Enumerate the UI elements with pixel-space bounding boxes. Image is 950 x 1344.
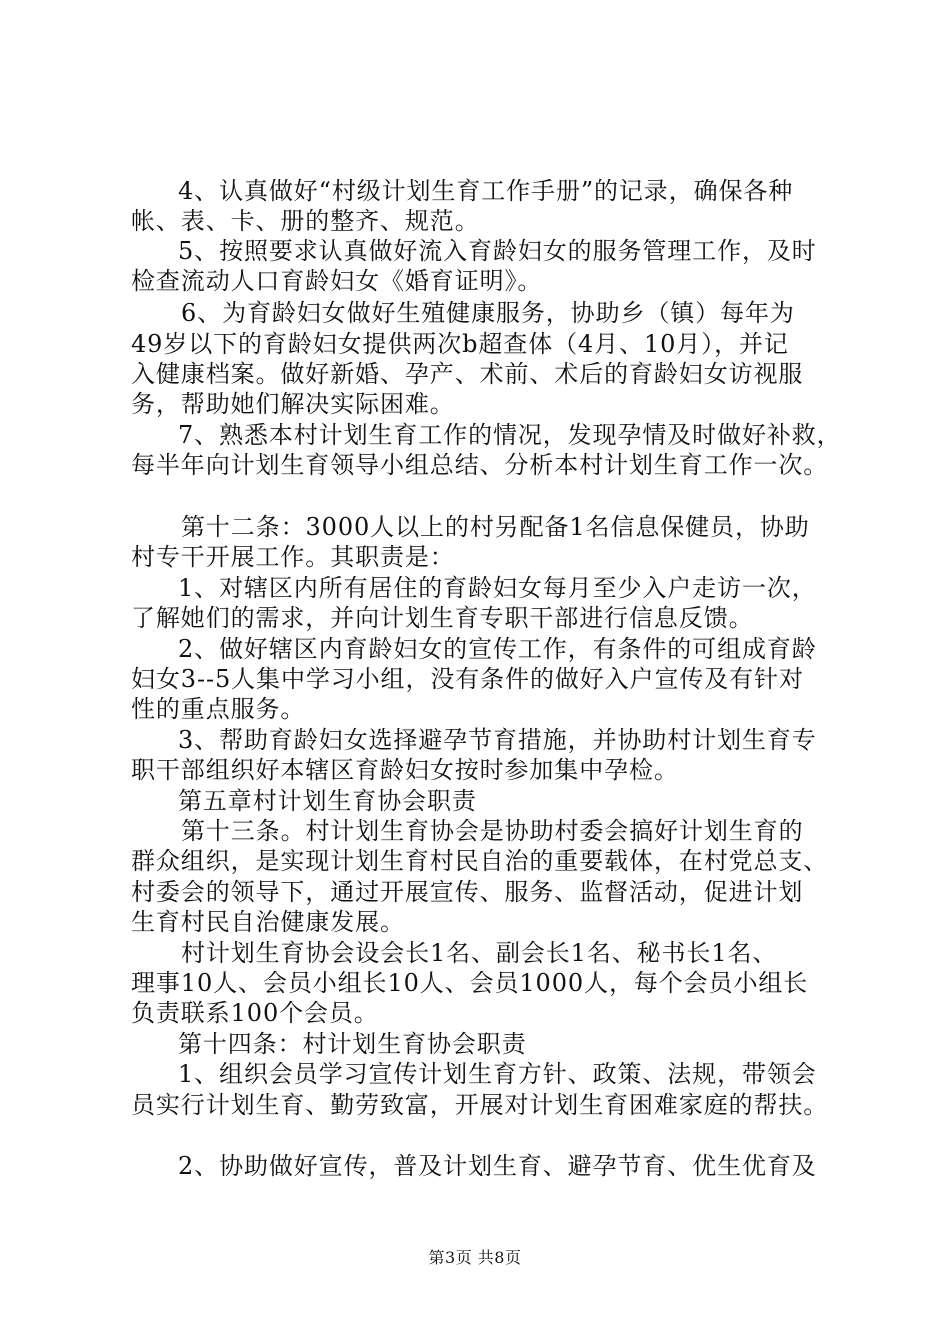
chapter-heading: 第五章村计划生育协会职责 <box>178 787 477 815</box>
text-line: 负责联系100个会员。 <box>131 999 379 1027</box>
text-line: 理事10人、会员小组长10人、会员1000人，每个会员小组长 <box>131 969 809 997</box>
text-line: 妇女3--5人集中学习小组，没有条件的做好入户宣传及有针对 <box>131 665 804 693</box>
text-line: 4、认真做好“村级计划生育工作手册”的记录，确保各种 <box>178 177 794 205</box>
page-number: 第3页 共8页 <box>428 1248 522 1267</box>
text-line: 员实行计划生育、勤劳致富，开展对计划生育困难家庭的帮扶。 <box>131 1091 829 1119</box>
text-line: 第十三条。村计划生育协会是协助村委会搞好计划生育的 <box>181 817 804 845</box>
text-line: 职干部组织好本辖区育龄妇女按时参加集中孕检。 <box>131 756 679 784</box>
text-line: 检查流动人口育龄妇女《婚育证明》。 <box>131 267 543 295</box>
text-line: 7、熟悉本村计划生育工作的情况，发现孕情及时做好补救， <box>178 421 842 449</box>
text-line: 1、对辖区内所有居住的育龄妇女每月至少入户走访一次， <box>178 574 817 602</box>
text-line: 2、做好辖区内育龄妇女的宣传工作，有条件的可组成育龄 <box>178 635 817 663</box>
text-line: 帐、表、卡、册的整齐、规范。 <box>131 207 480 235</box>
text-line: 务，帮助她们解决实际困难。 <box>131 390 455 418</box>
article-heading: 第十四条：村计划生育协会职责 <box>178 1030 527 1058</box>
text-line: 性的重点服务。 <box>131 695 306 723</box>
text-line: 村专干开展工作。其职责是： <box>131 543 455 571</box>
text-line: 了解她们的需求，并向计划生育专职干部进行信息反馈。 <box>131 604 754 632</box>
text-line: 49岁以下的育龄妇女提供两次b超查体（4月、10月），并记 <box>131 330 789 358</box>
text-line: 2、协助做好宣传，普及计划生育、避孕节育、优生优育及 <box>178 1152 817 1180</box>
text-line: 5、按照要求认真做好流入育龄妇女的服务管理工作，及时 <box>178 237 817 265</box>
text-line: 6、为育龄妇女做好生殖健康服务，协助乡（镇）每年为 <box>181 299 795 327</box>
text-line: 3、帮助育龄妇女选择避孕节育措施，并协助村计划生育专 <box>178 726 817 754</box>
text-line: 入健康档案。做好新婚、孕产、术前、术后的育龄妇女访视服 <box>131 360 804 388</box>
text-line: 1、组织会员学习宣传计划生育方针、政策、法规，带领会 <box>178 1060 817 1088</box>
text-line: 每半年向计划生育领导小组总结、分析本村计划生育工作一次。 <box>131 451 829 479</box>
text-line: 生育村民自治健康发展。 <box>131 908 405 936</box>
text-line: 群众组织，是实现计划生育村民自治的重要载体，在村党总支、 <box>131 847 829 875</box>
text-line: 村计划生育协会设会长1名、副会长1名、秘书长1名、 <box>181 939 778 967</box>
text-line: 第十二条：3000人以上的村另配备1名信息保健员，协助 <box>181 513 810 541</box>
text-line: 村委会的领导下，通过开展宣传、服务、监督活动，促进计划 <box>131 878 804 906</box>
